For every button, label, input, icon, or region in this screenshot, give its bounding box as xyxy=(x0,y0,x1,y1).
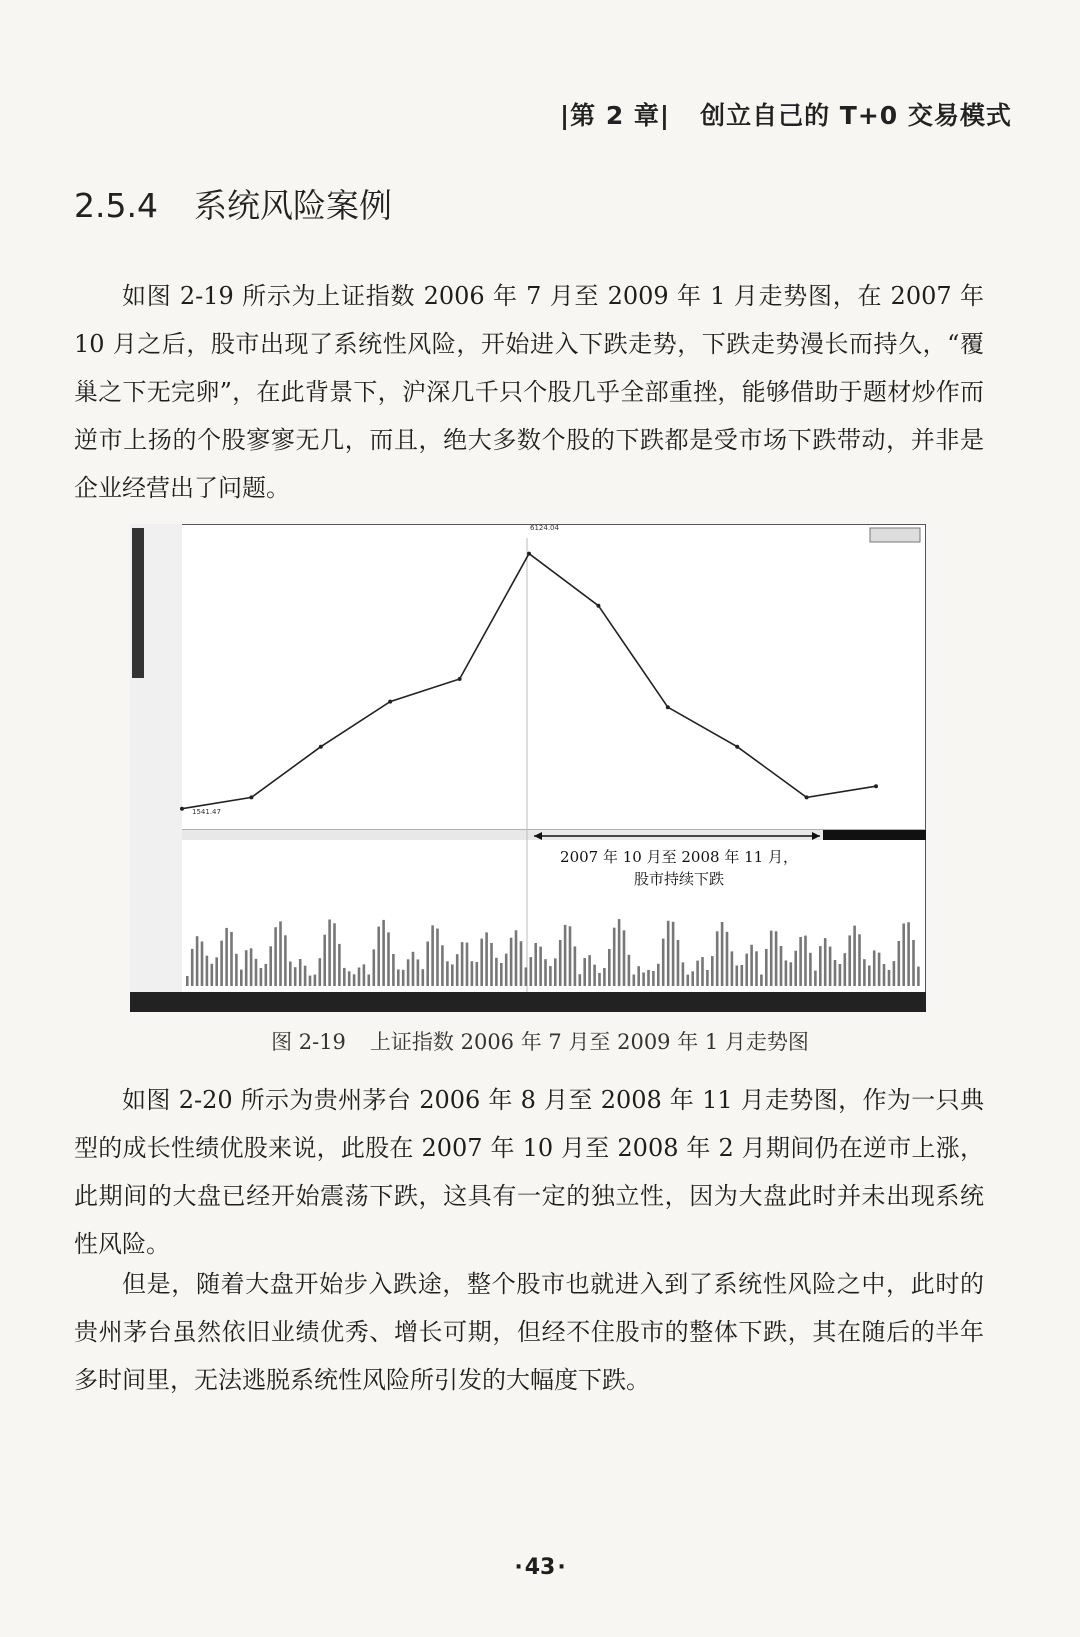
section-heading xyxy=(74,180,392,227)
volume-bar xyxy=(201,942,204,987)
volume-bar xyxy=(691,971,694,986)
volume-bar xyxy=(368,975,371,987)
figure-number: 图 2-19 xyxy=(271,1030,346,1054)
volume-bar xyxy=(868,966,871,987)
volume-bar xyxy=(407,959,410,986)
price-point xyxy=(388,700,392,704)
volume-bar xyxy=(917,967,920,986)
volume-bar xyxy=(515,930,518,986)
volume-bar xyxy=(819,946,822,986)
volume-bar xyxy=(588,955,591,986)
volume-bar xyxy=(613,928,616,986)
volume-bar xyxy=(269,946,272,986)
volume-bar xyxy=(348,971,351,986)
window-controls xyxy=(870,528,920,542)
volume-bar xyxy=(353,974,356,986)
volume-bar xyxy=(446,961,449,986)
volume-bar xyxy=(358,968,361,987)
volume-bar xyxy=(873,950,876,986)
volume-bar xyxy=(804,936,807,986)
volume-bar xyxy=(726,932,729,986)
volume-bar xyxy=(289,962,292,987)
bottom-status-bar xyxy=(130,992,926,1012)
low-label: 1541.47 xyxy=(192,808,221,816)
volume-bar xyxy=(319,958,322,986)
volume-bar xyxy=(476,962,479,986)
volume-bar xyxy=(878,953,881,986)
volume-bar xyxy=(284,935,287,986)
volume-bar xyxy=(436,929,439,987)
volume-bar xyxy=(328,920,331,987)
figure-caption-text: 上证指数 2006 年 7 月至 2009 年 1 月走势图 xyxy=(369,1030,809,1054)
price-point xyxy=(805,795,809,799)
volume-bar xyxy=(696,961,699,986)
volume-bar xyxy=(495,958,498,986)
volume-bar xyxy=(539,947,542,986)
volume-bar xyxy=(593,965,596,986)
volume-bar xyxy=(363,964,366,986)
volume-bar xyxy=(623,930,626,986)
volume-bar xyxy=(858,934,861,986)
volume-bar xyxy=(912,940,915,986)
volume-bar xyxy=(525,967,528,986)
volume-bar xyxy=(760,975,763,987)
volume-bar xyxy=(549,966,552,986)
volume-bar xyxy=(736,966,739,987)
volume-bar xyxy=(824,938,827,986)
volume-bar xyxy=(706,970,709,986)
volume-bar xyxy=(554,958,557,986)
volume-bar xyxy=(657,964,660,986)
volume-bar xyxy=(603,968,606,986)
volume-bar xyxy=(863,959,866,986)
volume-bar xyxy=(456,954,459,986)
volume-bar xyxy=(505,954,508,986)
volume-bar xyxy=(333,923,336,986)
price-point xyxy=(458,677,462,681)
price-point xyxy=(180,807,184,811)
volume-bar xyxy=(569,926,572,986)
volume-bar xyxy=(731,951,734,986)
annotation-line-1: 2007 年 10 月至 2008 年 11 月， xyxy=(560,848,798,866)
price-point xyxy=(249,795,253,799)
volume-bar xyxy=(314,975,317,986)
volume-bar xyxy=(618,919,621,986)
volume-bar xyxy=(392,954,395,986)
volume-bar xyxy=(780,946,783,986)
volume-bar xyxy=(637,966,640,986)
volume-bar xyxy=(471,961,474,986)
volume-bar xyxy=(250,948,253,986)
volume-bar xyxy=(687,975,690,986)
volume-bar xyxy=(829,947,832,986)
volume-bar xyxy=(883,964,886,986)
page-dot-right: · xyxy=(557,1555,566,1580)
volume-bar xyxy=(426,942,429,987)
volume-bar xyxy=(750,945,753,986)
volume-bar xyxy=(579,974,582,986)
volume-bar xyxy=(544,959,547,986)
volume-bar xyxy=(343,968,346,986)
page-dot-left: · xyxy=(514,1555,523,1580)
price-point xyxy=(527,552,531,556)
volume-bar xyxy=(245,950,248,986)
volume-bar xyxy=(373,949,376,986)
volume-bar xyxy=(240,970,243,986)
volume-bar xyxy=(893,961,896,986)
volume-bar xyxy=(260,968,263,986)
annotation-line-2: 股市持续下跌 xyxy=(633,870,725,888)
volume-bar xyxy=(902,924,905,987)
volume-bar xyxy=(662,939,665,986)
price-point xyxy=(874,784,878,788)
volume-bar xyxy=(323,935,326,986)
price-point xyxy=(596,604,600,608)
volume-bar xyxy=(711,956,714,986)
volume-bar xyxy=(279,921,282,986)
volume-bar xyxy=(274,927,277,986)
volume-bar xyxy=(309,976,312,986)
volume-bar xyxy=(397,969,400,986)
volume-bar xyxy=(211,964,214,986)
volume-bar xyxy=(377,927,380,986)
paragraph-3: 但是，随着大盘开始步入跌途，整个股市也就进入到了系统性风险之中，此时的贵州茅台虽然依旧业绩优秀、增长可期，但经不住股市的整体下跌，其在随后的半年多时间里，无法逃脱系统性风险所引发的大幅度下跌。 xyxy=(74,1270,984,1394)
volume-bar xyxy=(844,953,847,986)
volume-bar xyxy=(839,964,842,986)
volume-bar xyxy=(848,935,851,986)
volume-bar xyxy=(775,931,778,986)
chapter-title: 创立自己的 T+0 交易模式 xyxy=(700,101,1012,130)
volume-bar xyxy=(461,942,464,986)
volume-bar xyxy=(672,922,675,986)
volume-bar xyxy=(701,957,704,986)
volume-bar xyxy=(853,926,856,986)
volume-bar xyxy=(647,970,650,986)
volume-bar xyxy=(633,975,636,987)
volume-bar xyxy=(741,965,744,986)
volume-bar xyxy=(387,932,390,986)
volume-bar xyxy=(230,932,233,986)
volume-bar xyxy=(480,939,483,986)
volume-bar xyxy=(745,954,748,986)
volume-bar xyxy=(530,957,533,986)
volume-bar xyxy=(294,967,297,986)
volume-bar xyxy=(451,964,454,986)
volume-bar xyxy=(834,960,837,986)
volume-bar xyxy=(716,931,719,986)
volume-bar xyxy=(677,940,680,986)
volume-bar xyxy=(304,966,307,986)
volume-bar xyxy=(608,949,611,986)
volume-bar xyxy=(265,964,268,986)
volume-bar xyxy=(667,921,670,986)
price-point xyxy=(735,745,739,749)
volume-bar xyxy=(898,941,901,986)
volume-bar xyxy=(431,925,434,986)
volume-bar xyxy=(574,946,577,986)
volume-bar xyxy=(338,944,341,986)
volume-bar xyxy=(220,941,223,986)
volume-bar xyxy=(888,970,891,986)
price-point xyxy=(319,745,323,749)
page-number xyxy=(0,1555,1080,1580)
volume-bar xyxy=(534,943,537,986)
figure-caption xyxy=(0,1026,1080,1056)
volume-bar xyxy=(485,932,488,986)
price-point xyxy=(666,705,670,709)
volume-bar xyxy=(799,937,802,986)
paragraph-2: 如图 2-20 所示为贵州茅台 2006 年 8 月至 2008 年 11 月走势图，作为一只典型的成长性绩优股来说，此股在 2007 年 10 月至 2008 年 2 月期间仍在逆市上涨，此期间的大盘已经开始震荡下跌，这具有一定的独立性，因为大盘此时并未出现系统性风险。 xyxy=(74,1086,984,1258)
volume-bar xyxy=(785,960,788,986)
volume-bar xyxy=(235,954,238,986)
volume-bar xyxy=(382,920,385,986)
volume-bar xyxy=(755,951,758,986)
volume-bar xyxy=(520,941,523,986)
volume-bar xyxy=(652,971,655,986)
section-title: 系统风险案例 xyxy=(193,186,392,225)
volume-bar xyxy=(500,963,503,986)
volume-bar xyxy=(299,959,302,986)
volume-bar xyxy=(510,938,513,986)
peak-label: 6124.04 xyxy=(530,524,559,532)
volume-bar xyxy=(417,959,420,986)
chapter-label: |第 2 章| xyxy=(560,101,671,130)
volume-bar xyxy=(721,922,724,986)
volume-bar xyxy=(206,956,209,986)
volume-bar xyxy=(215,957,218,986)
volume-bar xyxy=(255,959,258,986)
volume-bar xyxy=(765,949,768,986)
volume-tag xyxy=(823,830,926,840)
volume-bar xyxy=(466,943,469,986)
page-number-value: 43 xyxy=(524,1555,556,1580)
volume-bar xyxy=(441,945,444,986)
volume-bar xyxy=(559,940,562,986)
index-chart-figure xyxy=(130,524,926,1012)
volume-bar xyxy=(196,936,199,986)
volume-bar xyxy=(598,973,601,986)
index-chart xyxy=(130,524,926,1012)
volume-bar xyxy=(814,971,817,986)
side-toolbar xyxy=(132,528,144,678)
volume-bar xyxy=(642,973,645,987)
volume-bar xyxy=(770,931,773,986)
volume-bar xyxy=(809,953,812,986)
volume-bar xyxy=(564,925,567,986)
volume-bar xyxy=(186,976,189,986)
volume-bar xyxy=(907,922,910,986)
volume-bar xyxy=(790,962,793,986)
volume-bar xyxy=(191,949,194,986)
volume-bar xyxy=(490,943,493,986)
volume-bar xyxy=(628,955,631,986)
section-number: 2.5.4 xyxy=(74,186,158,225)
volume-bar xyxy=(402,970,405,986)
running-header xyxy=(560,96,1020,132)
volume-bar xyxy=(422,969,425,986)
paragraph-1: 如图 2-19 所示为上证指数 2006 年 7 月至 2009 年 1 月走势图，在 2007 年 10 月之后，股市出现了系统性风险，开始进入下跌走势，下跌走势漫长而持久，“覆巢之下无完卵”，在此背景下，沪深几千只个股几乎全部重挫，能够借助于题材炒作而逆市上扬的个股寥寥无几，而且，绝大多数个股的下跌都是受市场下跌带动，并非是企业经营出了问题。 xyxy=(74,282,984,502)
volume-bar xyxy=(412,952,415,986)
volume-bar xyxy=(682,962,685,986)
volume-bar xyxy=(794,951,797,986)
volume-bar xyxy=(583,958,586,986)
volume-bar xyxy=(225,928,228,986)
